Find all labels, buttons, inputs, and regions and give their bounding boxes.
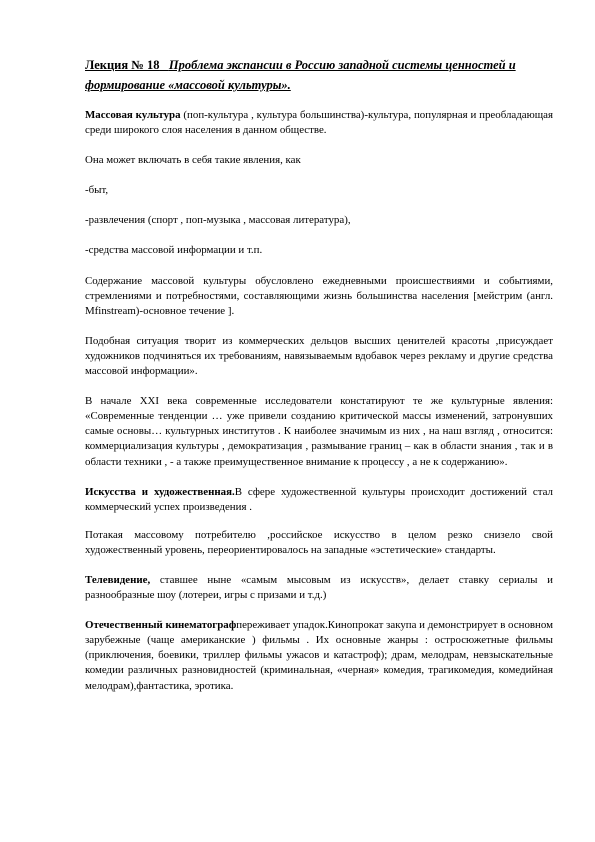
lecture-topic: Проблема экспансии в Россию западной системы ценностей и формирование «массовой культуры». (85, 58, 516, 92)
paragraph-arts: Искусства и художественная.В сфере художественной культуры происходит достижений стал коммерческий успех произведения . (85, 485, 553, 513)
paragraph-television: Телевидение, ставшее ныне «самым мысовым из искусств», делает ставку сериалы и разнообразные шоу (лотереи, игры с призами и т.д.) (85, 573, 553, 602)
paragraph-phenomena-intro: Она может включать в себя такие явления, как (85, 154, 301, 167)
paragraph-cinema: Отечественный кинематографпереживает упадок.Кинопрокат закупа и демонстрирует в основном зарубежные (чаще американские ) фильмы . Их основные жанры : остросюжетные фильмы (приключения, боевики, триллер фильмы ужасов и катастроф); драм, мелодрам, невзыскательные комедии различных разновидностей (криминальная, «черная» комедия, трагикомедия, комедийная мелодрам),фантастика, эротика. (85, 619, 553, 692)
lecture-number: Лекция № 18 (85, 58, 160, 72)
paragraph-situation: Подобная ситуация творит из коммерческих дельцов высших ценителей красоты ,присуждает художников подчиняться их требованиям, навязываемым вдобавок через рекламу и другие средства массовой информации». (85, 334, 553, 378)
document-page (85, 55, 553, 694)
term-arts: Искусства и художественная. (85, 485, 235, 498)
term-television: Телевидение, (85, 573, 151, 586)
term-mass-culture: Массовая культура (85, 109, 181, 121)
paragraph-mass-culture-definition: Массовая культура (поп-культура , культура большинства)-культура, популярная и преобладающая среди широкого слоя населения в данном обществе. (85, 109, 553, 137)
paragraph-content: Содержание массовой культуры обусловлено ежедневными происшествиями и событиями, стремлениями и потребностями, составляющими жизнь большинства населения [мейстрим (англ. Mfinstream)-основное течение ]. (85, 274, 553, 317)
list-item-life: -быт, (85, 184, 109, 197)
paragraph-xxi-century: В начале XXI века современные исследователи констатируют те же культурные явления: «Современные тенденции … уже привели созданию критической массы изменений, затронувших самые основы… культурных институтов . К наиболее значимым из них , на наш взгляд , относится: коммерциализация культуры , демократизация , размывание границ – как в области знания , так и в области техники , - а также преимущественное внимание к процессу , а не к содержанию». (85, 395, 553, 468)
list-item-media: -средства массовой информации и т.п. (85, 244, 263, 257)
list-item-entertainment: -развлечения (спорт , поп-музыка , массовая литература), (85, 214, 351, 227)
lecture-title (85, 55, 553, 95)
term-cinema: Отечественный кинематограф (85, 619, 237, 632)
paragraph-russian-art: Потакая массовому потребителю ,российское искусство в целом резко снизело свой художественный уровень, переориентировалось на западные «эстетические» стандарты. (85, 528, 553, 556)
